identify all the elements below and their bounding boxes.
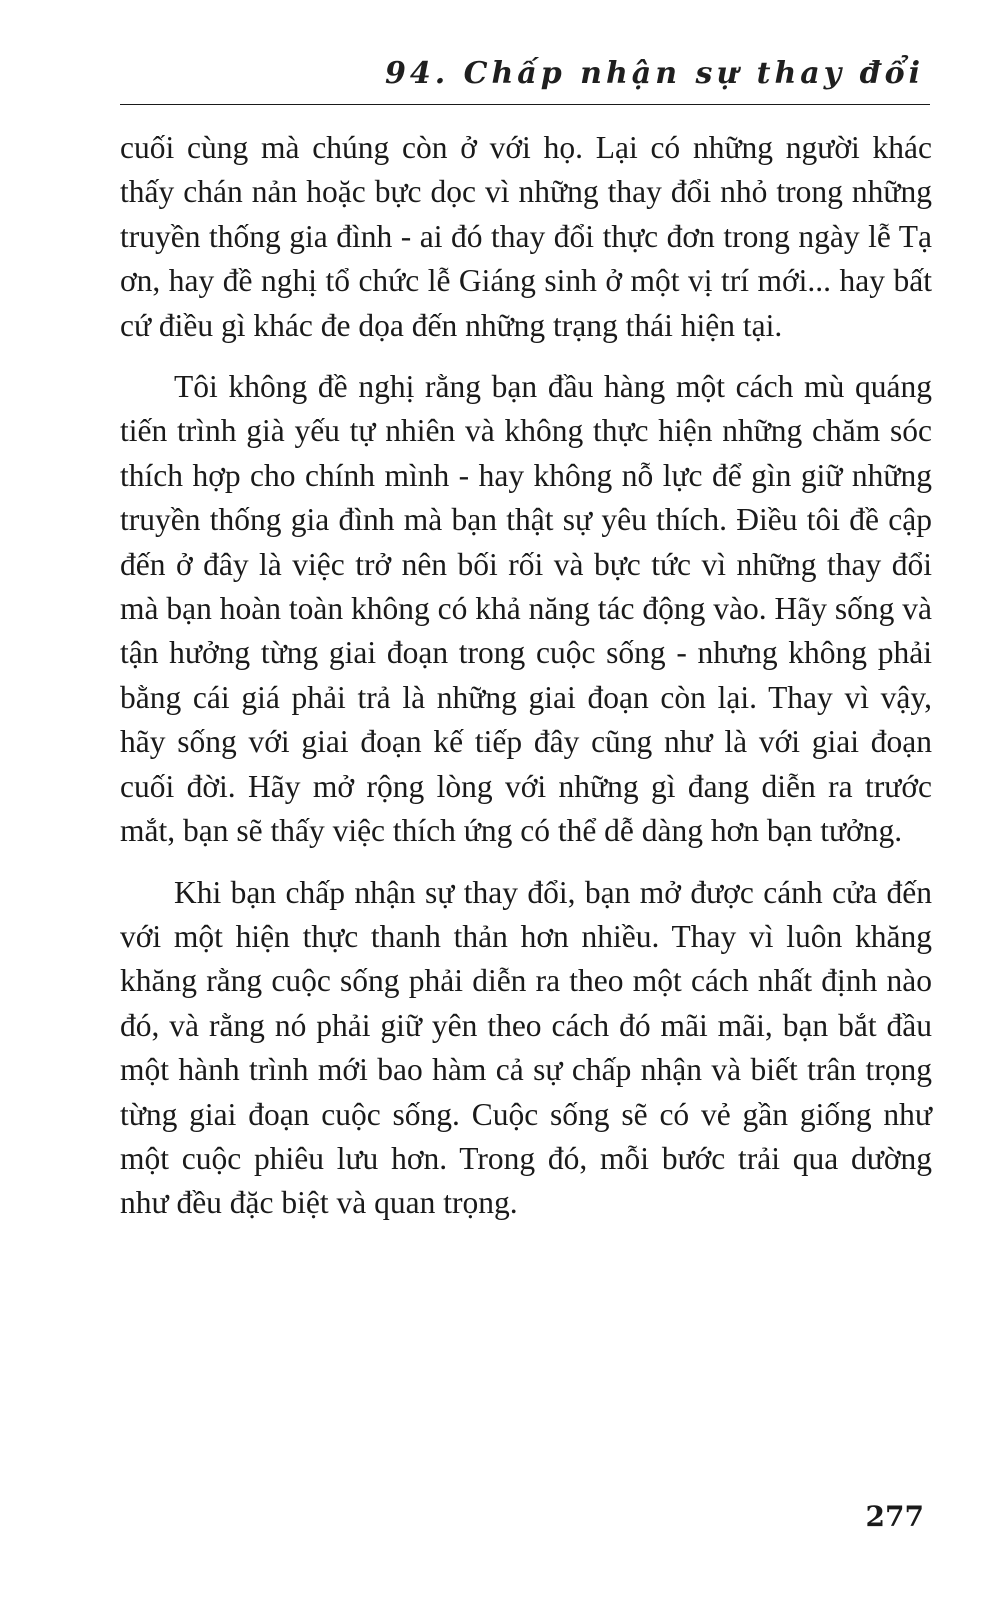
chapter-title: 94. Chấp nhận sự thay đổi (384, 56, 924, 91)
body-text (120, 126, 932, 1226)
paragraph-continued: cuối cùng mà chúng còn ở với họ. Lại có những người khác thấy chán nản hoặc bực dọc vì những thay đổi nhỏ trong những truyền thống gia đình - ai đó thay đổi thực đơn trong ngày lễ Tạ ơn, hay đề nghị tổ chức lễ Giáng sinh ở một vị trí mới... hay bất cứ điều gì khác đe dọa đến những trạng thái hiện tại. (120, 130, 932, 343)
page-number: 277 (865, 1500, 924, 1533)
paragraph: Tôi không đề nghị rằng bạn đầu hàng một cách mù quáng tiến trình già yếu tự nhiên và không thực hiện những chăm sóc thích hợp cho chính mình - hay không nỗ lực để gìn giữ những truyền thống gia đình mà bạn thật sự yêu thích. Điều tôi đề cập đến ở đây là việc trở nên bối rối và bực tức vì những thay đổi mà bạn hoàn toàn không có khả năng tác động vào. Hãy sống và tận hưởng từng giai đoạn trong cuộc sống - nhưng không phải bằng cái giá phải trả là những giai đoạn còn lại. Thay vì vậy, hãy sống với giai đoạn kế tiếp đây cũng như là với giai đoạn cuối đời. Hãy mở rộng lòng với những gì đang diễn ra trước mắt, bạn sẽ thấy việc thích ứng có thể dễ dàng hơn bạn tưởng. (120, 369, 932, 849)
running-header (120, 52, 930, 105)
paragraph: Khi bạn chấp nhận sự thay đổi, bạn mở được cánh cửa đến với một hiện thực thanh thản hơn nhiều. Thay vì luôn khăng khăng rằng cuộc sống phải diễn ra theo một cách nhất định nào đó, và rằng nó phải giữ yên theo cách đó mãi mãi, bạn bắt đầu một hành trình mới bao hàm cả sự chấp nhận và biết trân trọng từng giai đoạn cuộc sống. Cuộc sống sẽ có vẻ gần giống như một cuộc phiêu lưu hơn. Trong đó, mỗi bước trải qua dường như đều đặc biệt và quan trọng. (120, 874, 932, 1221)
